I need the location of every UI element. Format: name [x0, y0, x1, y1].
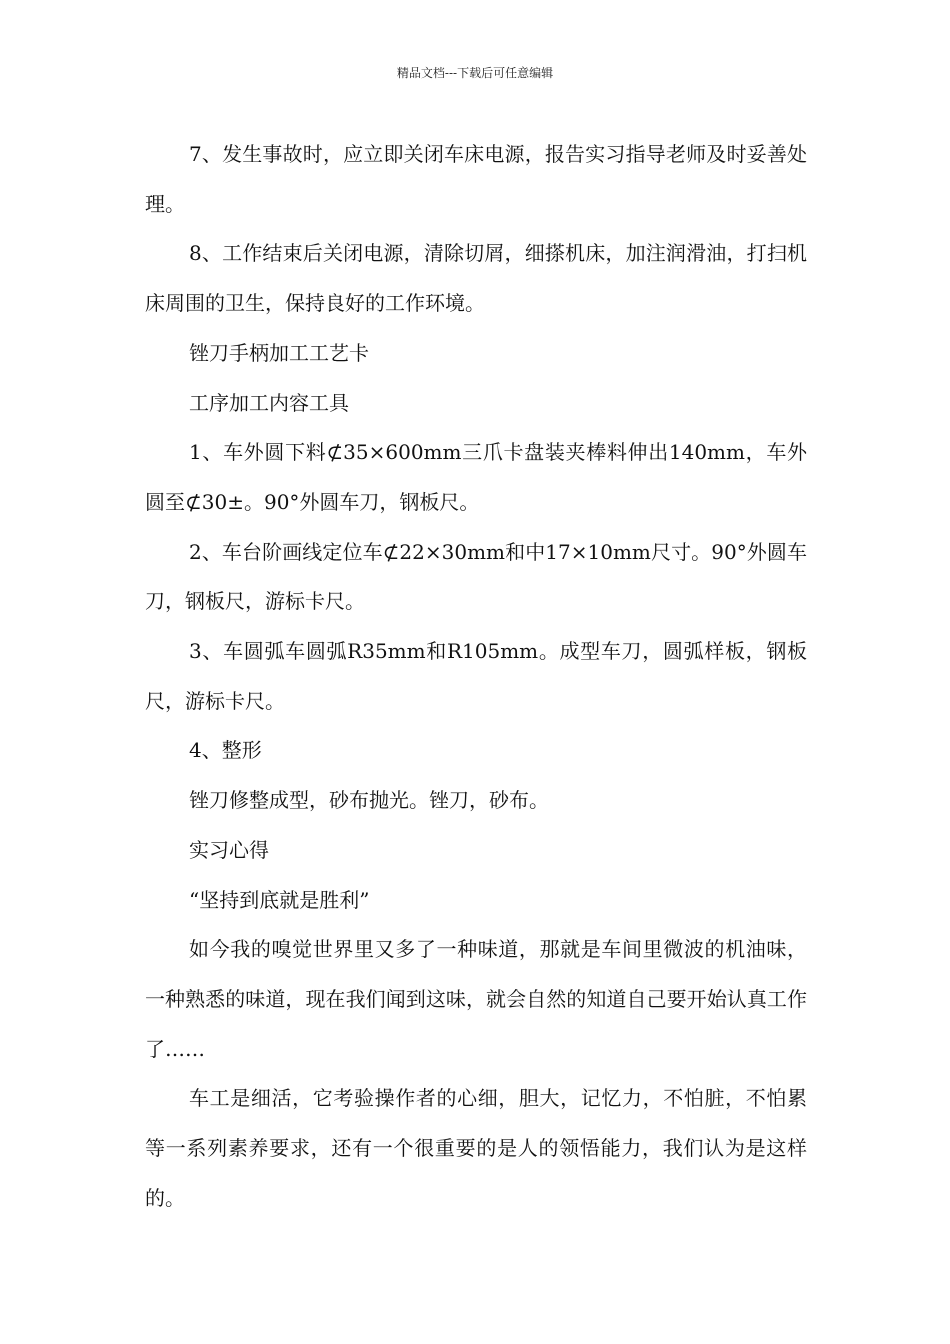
process-step-1: 1、车外圆下料⊄35×600mm三爪卡盘装夹棒料伸出140mm，车外圆至⊄30±。90°外圆车刀，钢板尺。	[145, 440, 807, 514]
page-header: 精品文档---下载后可任意编辑	[396, 66, 554, 80]
reflection-paragraph-2: 车工是细活，它考验操作者的心细，胆大，记忆力，不怕脏，不怕累等一系列素养要求，还有一个很重要的是人的领悟能力，我们认为是这样的。	[145, 1086, 807, 1210]
process-step-4-detail: 锉刀修整成型，砂布抛光。锉刀，砂布。	[189, 788, 549, 813]
paragraph-accident-procedure: 7、发生事故时，应立即关闭车床电源，报告实习指导老师及时妥善处理。	[145, 142, 807, 216]
process-step-2: 2、车台阶画线定位车⊄22×30mm和中17×10mm尺寸。90°外圆车刀，钢板尺，游标卡尺。	[145, 539, 807, 614]
paragraph-after-work: 8、工作结束后关闭电源，清除切屑，细搽机床，加注润滑油，打扫机床周围的卫生，保持良好的工作环境。	[145, 241, 807, 316]
reflection-quote: “坚持到底就是胜利”	[189, 887, 370, 912]
section-title-process-card: 锉刀手柄加工工艺卡	[189, 340, 369, 365]
document-body	[145, 130, 807, 1223]
section-title-reflection: 实习心得	[189, 837, 269, 862]
process-step-3: 3、车圆弧车圆弧R35mm和R105mm。成型车刀，圆弧样板，钢板尺，游标卡尺。	[145, 639, 807, 713]
process-step-4: 4、整形	[189, 738, 262, 763]
reflection-paragraph-1: 如今我的嗅觉世界里又多了一种味道，那就是车间里微波的机油味，一种熟悉的味道，现在我们闻到这味，就会自然的知道自己要开始认真工作了……	[145, 937, 807, 1061]
table-header-line: 工序加工内容工具	[189, 390, 349, 415]
